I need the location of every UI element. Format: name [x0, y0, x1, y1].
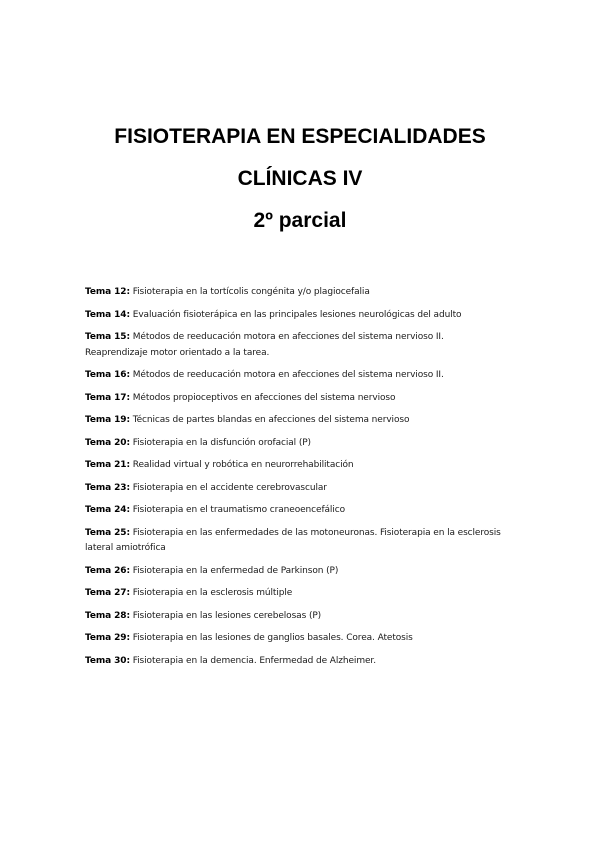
topic-label: Tema 29:: [85, 633, 130, 643]
topic-item: [85, 564, 505, 580]
topic-text: Fisioterapia en las lesiones cerebelosas (P): [129, 610, 322, 621]
topic-label: Tema 23:: [85, 482, 130, 493]
topic-label: Tema 14:: [85, 309, 130, 320]
topic-item: [85, 526, 505, 557]
topic-label: Tema 17:: [85, 392, 130, 403]
topic-label: Tema 28:: [85, 610, 130, 621]
topic-item: [85, 413, 505, 429]
topic-item: [85, 330, 505, 361]
document-title-line-1: FISIOTERAPIA EN ESPECIALIDADES: [114, 125, 486, 148]
document-title-block: [0, 116, 600, 242]
topic-item: [85, 285, 505, 301]
topic-item: [85, 503, 505, 519]
topic-label: Tema 21:: [85, 460, 130, 470]
topic-item: [85, 481, 505, 497]
topic-text: Fisioterapia en la esclerosis múltiple: [129, 588, 293, 598]
topic-text: Métodos propioceptivos en afecciones del sistema nervioso: [129, 392, 396, 403]
topic-item: [85, 631, 505, 647]
topic-label: Tema 30:: [85, 655, 130, 666]
topic-text: Fisioterapia en las enfermedades de las motoneuronas. Fisioterapia en la esclerosis lateral amiotrófica: [85, 527, 501, 553]
document-title-line-2: CLÍNICAS IV: [237, 167, 363, 190]
topic-label: Tema 16:: [85, 370, 130, 380]
topic-label: Tema 19:: [85, 415, 130, 425]
topic-text: Técnicas de partes blandas en afecciones del sistema nervioso: [129, 415, 410, 425]
topic-item: [85, 654, 505, 670]
document-subtitle: 2º parcial: [253, 209, 347, 232]
topic-item: [85, 458, 505, 474]
topic-text: Fisioterapia en la demencia. Enfermedad de Alzheimer.: [129, 655, 376, 666]
topic-text: Fisioterapia en la enfermedad de Parkinson (P): [129, 565, 339, 576]
topic-item: [85, 308, 505, 324]
topic-text: Fisioterapia en el traumatismo craneoencefálico: [129, 505, 345, 515]
topic-label: Tema 25:: [85, 527, 130, 538]
topic-item: [85, 436, 505, 452]
topic-list: [85, 285, 505, 676]
topic-label: Tema 24:: [85, 505, 130, 515]
topic-label: Tema 12:: [85, 287, 130, 297]
topic-text: Métodos de reeducación motora en afecciones del sistema nervioso II.: [129, 370, 444, 380]
topic-item: [85, 368, 505, 384]
topic-label: Tema 27:: [85, 588, 130, 598]
topic-text: Fisioterapia en la tortícolis congénita y/o plagiocefalia: [129, 287, 370, 297]
topic-text: Evaluación fisioterápica en las principales lesiones neurológicas del adulto: [129, 309, 462, 320]
topic-label: Tema 26:: [85, 565, 130, 576]
topic-text: Fisioterapia en la disfunción orofacial (P): [129, 437, 311, 448]
topic-item: [85, 609, 505, 625]
topic-label: Tema 15:: [85, 332, 130, 342]
topic-text: Métodos de reeducación motora en afecciones del sistema nervioso II. Reaprendizaje motor orientado a la tarea.: [85, 332, 444, 358]
topic-item: [85, 391, 505, 407]
topic-item: [85, 586, 505, 602]
topic-text: Realidad virtual y robótica en neurorrehabilitación: [129, 460, 354, 470]
topic-text: Fisioterapia en el accidente cerebrovascular: [129, 482, 327, 493]
topic-label: Tema 20:: [85, 437, 130, 448]
topic-text: Fisioterapia en las lesiones de ganglios basales. Corea. Atetosis: [129, 633, 413, 643]
